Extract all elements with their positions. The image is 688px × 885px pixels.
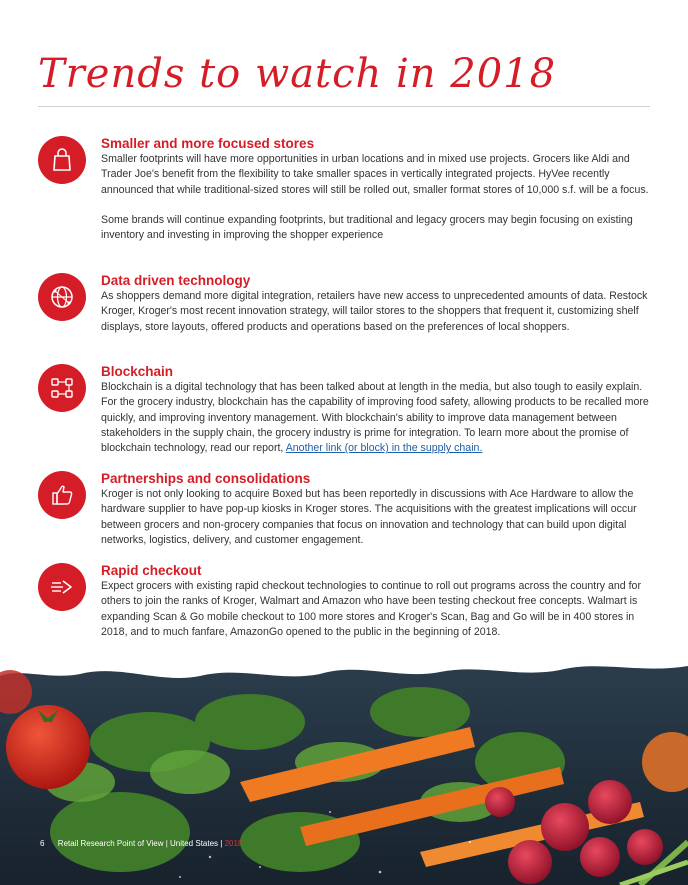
page-footer [40, 839, 242, 848]
supply-chain-report-link[interactable]: Another link (or block) in the supply chain. [285, 442, 483, 455]
trend-paragraph: Expect grocers with existing rapid checkout technologies to continue to roll out programs across the country and for others to join the ranks of Kroger, Walmart and Amazon who have been testing checkout free concepts. Walmart is expanding Scan & Go mobile checkout to 100 more stores and Kroger's Scan, Bag and Go will be in 400 stores in 2018, and to much fanfare, AmazonGo opened to the public in the beginning of 2018. [101, 580, 641, 638]
trend-paragraph: As shoppers demand more digital integration, retailers have new access to unprecedented amounts of data. Restock Kroger, Kroger's most recent innovation strategy, will tailor stores to the shoppers that frequent it, customizing shelf displays, store layouts, offered products and operations based on the preferences of local shoppers. [101, 290, 648, 333]
publication-year: 2018 [224, 839, 243, 848]
trend-paragraph: Kroger is not only looking to acquire Boxed but has been reportedly in discussions with Ace Hardware to allow the hardware supplier to have pop-up kiosks in Kroger stores. The acquisitions with the greatest implications will occur between grocers and non-grocery companies that focus on innovation and technology that can build upon digital networks, logistics, delivery, and customer engagement. [101, 488, 637, 546]
trend-heading: Blockchain [101, 364, 174, 379]
trend-heading: Rapid checkout [101, 563, 202, 578]
trend-paragraph: Smaller footprints will have more opportunities in urban locations and in mixed use projects. Grocers like Aldi and Trader Joe's benefit from the flexibility to take smaller spaces in vertically integrated projects. HyVee recently announced that while traditional-sized stores will still be rolled out, smaller format stores of 10,000 s.f. will be a focus. [101, 153, 649, 196]
thumbs-up-icon [38, 471, 86, 519]
publication-title: Retail Research Point of View | United States | [57, 839, 223, 848]
trend-paragraph [101, 380, 661, 456]
globe-network-icon [38, 273, 86, 321]
trend-paragraph-text: Blockchain is a digital technology that has been talked about at length in the media, but also tough to easily explain. For the grocery industry, blockchain has the capability of improving food safety, allowing products to be recalled more quickly, and improving inventory management. With blockchain's ability to improve data management between stakeholders in the supply chain, the grocery industry is prime for integration. To learn more about the promise of blockchain technology, read our report, [101, 381, 649, 455]
trend-heading: Partnerships and consolidations [101, 471, 311, 486]
vegetables-photo [0, 652, 688, 885]
fast-forward-arrows-icon [38, 563, 86, 611]
trend-heading: Data driven technology [101, 273, 251, 288]
page-title: Trends to watch in 2018 [38, 51, 557, 97]
trend-paragraph: Some brands will continue expanding footprints, but traditional and legacy grocers may begin focusing on existing inventory and investing in improving the shopper experience [101, 213, 633, 242]
page-number: 6 [40, 839, 45, 848]
trend-heading: Smaller and more focused stores [101, 136, 315, 151]
blockchain-flow-icon [38, 364, 86, 412]
title-divider [38, 106, 650, 107]
shopping-bag-icon [38, 136, 86, 184]
